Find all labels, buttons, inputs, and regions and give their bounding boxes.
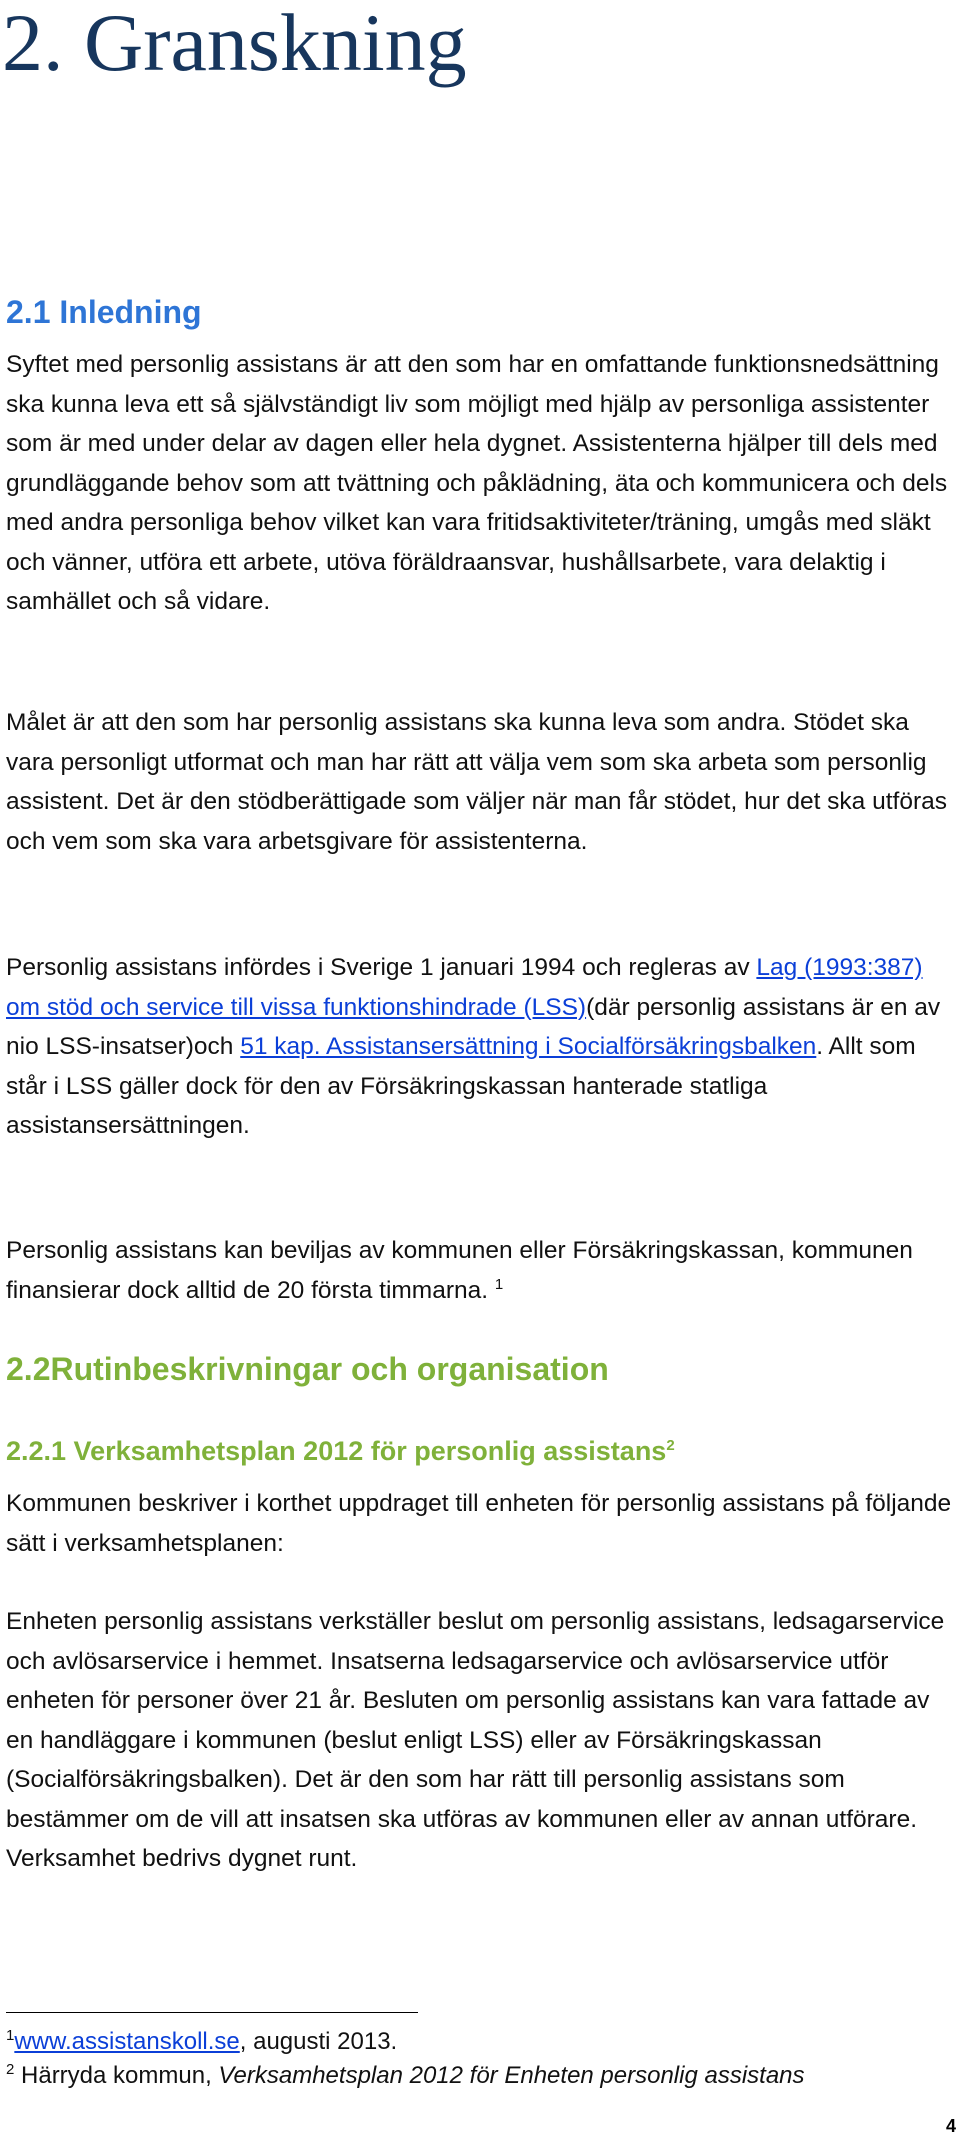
section-heading-rutinbeskrivningar: 2.2Rutinbeskrivningar och organisation	[6, 1351, 609, 1387]
paragraph-enheten: Enheten personlig assistans verkställer beslut om personlig assistans, ledsagarservice och avlösarservice i hemmet. Insatserna ledsagarservice och avlösarservice utför enheten för personer över 21 år. Besluten om personlig assistans kan vara fattade av en handläggare i kommunen (beslut enligt LSS) eller av Försäkringskassan (Socialförsäkringsbalken). Det är den som har rätt till personlig assistans som bestämmer om de vill att insatsen ska utföras av kommunen eller av annan utförare. Verksamhet bedrivs dygnet runt.	[6, 1608, 945, 1872]
paragraph-text: . Allt som står i LSS gäller dock för den av Försäkringskassan hanterade statliga assistansersättningen.	[6, 1033, 916, 1139]
paragraph-personlig-assistans-infordes	[6, 948, 956, 1146]
paragraph-syftet: Syftet med personlig assistans är att den som har en omfattande funktionsnedsättning ska kunna leva ett så självständigt liv som möjligt med hjälp av personliga assistenter som är med under delar av dagen eller hela dygnet. Assistenterna hjälper till dels med grundläggande behov som att tvättning och påklädning, äta och kommunicera och dels med andra personliga behov vilket kan vara fritidsaktiviteter/träning, umgås med släkt och vänner, utföra ett arbete, utöva föräldraansvar, hushållsarbete, vara delaktig i samhället och så vidare.	[6, 351, 948, 615]
footnote-reference[interactable]: 2	[666, 1437, 675, 1454]
footnote-separator	[6, 2012, 418, 2013]
paragraph-text: (där personlig assistans är en av nio LSS-insatser)och	[6, 993, 941, 1060]
paragraph-kommunen-beskriver: Kommunen beskriver i korthet uppdraget till enheten för personlig assistans på följande sätt i verksamhetsplanen:	[6, 1490, 952, 1557]
assistanskoll-link[interactable]: www.assistanskoll.se	[14, 2028, 240, 2055]
paragraph-beviljas	[6, 1231, 956, 1310]
footnote-reference[interactable]: 1	[494, 1275, 504, 1293]
paragraph-text: Personlig assistans infördes i Sverige 1 januari 1994 och regleras av	[6, 954, 757, 981]
chapter-title: 2. Granskning	[2, 0, 467, 88]
lss-law-link[interactable]: Lag (1993:387) om stöd och service till vissa funktionshindrade (LSS)	[6, 954, 923, 1021]
footnote-text: Härryda kommun,	[14, 2062, 219, 2089]
paragraph-malet: Målet är att den som har personlig assistans ska kunna leva som andra. Stödet ska vara personligt utformat och man har rätt att välja vem som ska arbeta som personlig assistent. Det är den stödberättigade som väljer när man får stödet, hur det ska utföras och vem som ska vara arbetsgivare för assistenterna.	[6, 709, 948, 855]
footnote-source-title: Verksamhetsplan 2012 för Enheten personlig assistans	[218, 2062, 805, 2089]
footnote-2	[6, 2060, 805, 2092]
subsection-heading-text: 2.2.1 Verksamhetsplan 2012 för personlig assistans	[6, 1436, 667, 1466]
footnote-text: , augusti 2013.	[239, 2028, 398, 2055]
footnote-number: 2	[6, 2061, 15, 2078]
page-number: 4	[945, 2116, 956, 2136]
paragraph-text: Personlig assistans kan beviljas av kommunen eller Försäkringskassan, kommunen finansierar dock alltid de 20 första timmarna.	[6, 1237, 913, 1304]
socialforsakringsbalken-link[interactable]: 51 kap. Assistansersättning i Socialförsäkringsbalken	[240, 1033, 817, 1060]
footnote-number: 1	[6, 2027, 15, 2044]
section-heading-inledning: 2.1 Inledning	[6, 294, 202, 330]
subsection-heading-verksamhetsplan	[6, 1438, 675, 1465]
footnote-1	[6, 2026, 397, 2058]
